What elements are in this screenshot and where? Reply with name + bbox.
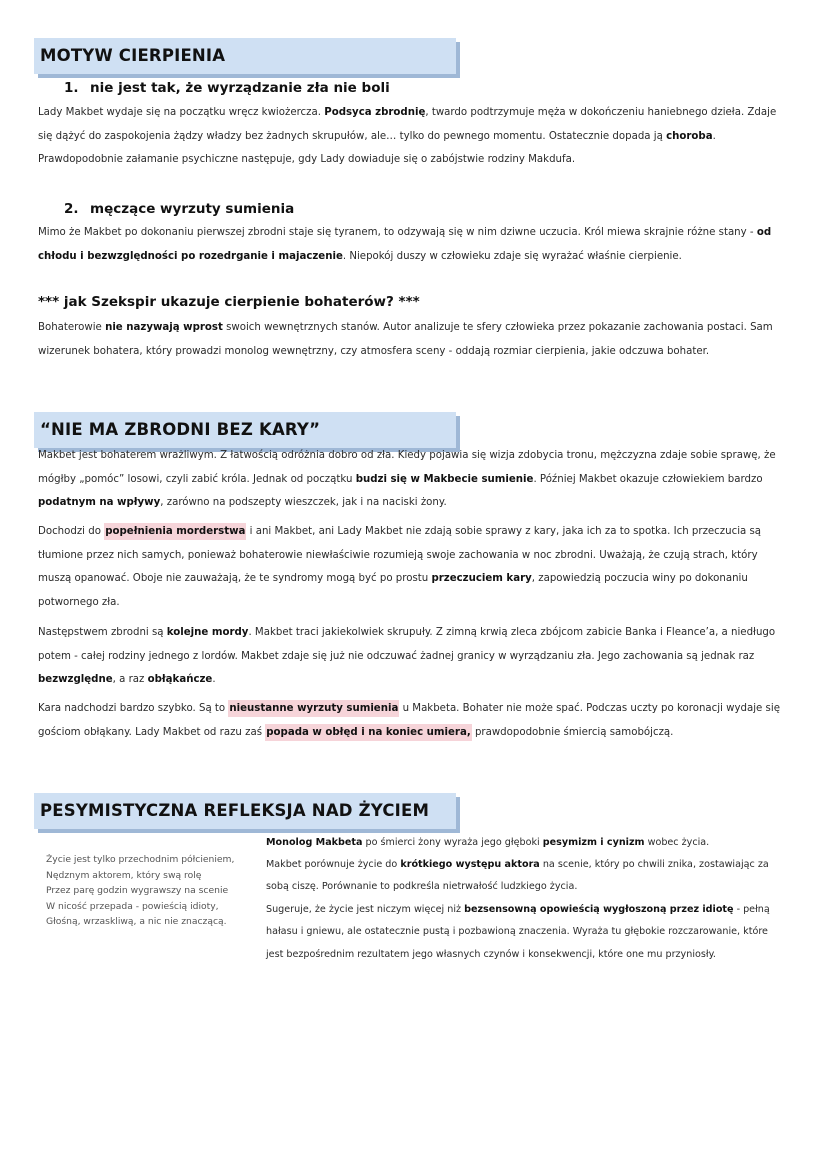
paragraph-morderstwo [38,520,790,614]
text: i ani Makbet, ani Lady Makbet nie zdają sobie sprawy z kary, jaka ich za to spotka. Ich przeczucia są tłumione przez nich samych, ponieważ bohaterowie niewłaściwie rozumieją swoje zachowania w noc zbrodni. Uważają, że czują strach, który muszą opanować. Oboje nie zauważają, że te syndromy mogą być po prostu [38,526,762,584]
highlighted-text: popada w obłęd i na koniec umiera, [265,724,471,741]
bold-text: pesymizm i cynizm [542,837,645,848]
paragraph-lady-makbet [38,101,790,172]
text: prawdopodobnie śmiercią samobójczą. [471,726,674,738]
quote-line: Nędznym aktorem, który swą rolę [46,869,202,881]
text: , a raz [112,674,148,685]
subheading-3 [38,294,420,310]
text: , zapowiedzią poczucia winy po dokonaniu potwornego zła. [38,573,748,608]
text: Kara nadchodzi bardzo szybko. Są to [38,703,229,714]
subheading-2 [64,201,294,217]
paragraph-kara [38,697,790,744]
text: wobec życia. [644,837,710,848]
text: , twardo podtrzymuje męża w dokończeniu haniebnego dzieła. Zdaje się dążyć do zaspokojenia żądzy władzy bez żadnych skrupułów, ale… tylko do pewnego momentu. Ostatecznie dopada ją [38,107,777,142]
quote-line: Przez parę godzin wygrawszy na scenie [46,885,229,896]
paragraph-monolog [266,832,786,854]
bold-text: kolejne mordy [166,627,249,638]
quote-line: W nicość przepada - powieścią idioty, [46,900,219,912]
text: . [212,674,216,685]
section-title-text: MOTYW CIERPIENIA [40,46,226,65]
paragraph-sugeruje [266,899,786,966]
subheading-text: *** jak Szekspir ukazuje cierpienie bohaterów? *** [38,294,420,310]
text: , zarówno na podszepty wieszczek, jak i na naciski żony. [160,497,447,508]
subheading-text: nie jest tak, że wyrządzanie zła nie boli [90,80,390,96]
subheading-number: 1. [64,80,79,96]
text: po śmierci żony wyraża jego głęboki [362,837,543,848]
bold-text: Monolog Makbeta [266,837,363,848]
text: Bohaterowie [38,322,106,333]
bold-text: krótkiego występu aktora [400,859,540,870]
subheading-number: 2. [64,201,79,217]
paragraph-porownanie [266,854,786,899]
text: Mimo że Makbet po dokonaniu pierwszej zbrodni staje się tyranem, to odzywają się w nim dziwne uczucia. Król miewa skrajnie różne stany - [38,227,757,238]
text: na scenie, który po chwili znika, zostawiając za sobą ciszę. Porównanie to podkreśla nietrwałość ludzkiego życia. [266,859,769,893]
bold-text: przeczuciem kary [431,573,532,584]
section-title-pesymistyczna-refleksja [34,793,456,829]
section-title-motyw-cierpienia [34,38,456,74]
bold-text: podatnym na wpływy [38,497,161,508]
section-title-text: PESYMISTYCZNA REFLEKSJA NAD ŻYCIEM [40,801,430,820]
paragraph-szekspir [38,316,790,363]
text: Lady Makbet wydaje się na początku wręcz kwiożercza. [38,107,325,118]
text: . Makbet traci jakiekolwiek skrupuły. Z zimną krwią zleca zbójcom zabicie Banka i Fleance’a, a niedługo potem - całej rodziny jednego z lordów. Makbet zdaje się już nie odczuwać żadnej granicy w wyrządzaniu zła. Jego zachowania są jednak raz [38,627,776,662]
highlighted-text: popełnienia morderstwa [104,523,246,540]
bold-text: bezsensowną opowieścią wygłoszoną przez idiotę [464,904,734,915]
bold-text: nie nazywają wprost [105,322,223,333]
monolog-quote [46,852,246,930]
section-title-nie-ma-zbrodni [34,412,456,448]
text: Dochodzi do [38,526,105,537]
paragraph-kolejne-mordy [38,621,790,692]
quote-line: Głośną, wrzaskliwą, a nic nie znaczącą. [46,916,227,927]
subheading-1 [64,80,390,96]
text: . Później Makbet okazuje człowiekiem bardzo [533,473,763,485]
bold-text: choroba [666,130,713,142]
text: . Niepokój duszy w człowieku zdaje się wyrażać właśnie cierpienie. [342,250,682,262]
quote-line: Życie jest tylko przechodnim półcieniem, [46,854,235,865]
text: - pełną hałasu i gniewu, ale ostatecznie pustą i pozbawioną znaczenia. Wyraża tu głębokie rozczarowanie, które jest bezpośrednim rezultatem jego własnych czynów i konsekwencji, które one mu przyniosły. [266,904,770,960]
bold-text: Podsyca zbrodnię [324,107,426,118]
paragraph-wyrzuty-sumienia [38,221,790,268]
text: . Prawdopodobnie załamanie psychiczne następuje, gdy Lady dowiaduje się o zabójstwie rodziny Makdufa. [38,130,716,165]
bold-text: budzi się w Makbecie sumienie [355,473,534,485]
section-title-text: “NIE MA ZBRODNI BEZ KARY” [40,420,321,439]
highlighted-text: nieustanne wyrzuty sumienia [228,700,399,717]
bold-text: od chłodu i bezwzględności po rozedrganie i majaczenie [38,227,772,262]
text: swoich wewnętrznych stanów. Autor analizuje te sfery człowieka przez pokazanie zachowania postaci. Sam wizerunek bohatera, który prowadzi monolog wewnętrzny, czy atmosfera sceny - oddają rozmiar cierpienia, jakie odczuwa bohater. [38,322,773,357]
text: Sugeruje, że życie jest niczym więcej niż [266,904,465,915]
paragraph-wrazliwy [38,444,790,515]
text: Makbet porównuje życie do [266,859,401,870]
text: Następstwem zbrodni są [38,627,167,638]
text: u Makbeta. Bohater nie może spać. Podczas uczty po koronacji wydaje się gościom obłąkany. Lady Makbet od razu zaś [38,703,780,738]
bold-text: bezwzględne [38,674,113,685]
bold-text: obłąkańcze [147,674,213,685]
text: Makbet jest bohaterem wrażliwym. Z łatwością odróżnia dobro od zła. Kiedy pojawia się wizja zdobycia tronu, mężczyzna zdaje sobie sprawę, że mógłby „pomóc” losowi, czyli zabić króla. Jednak od początku [38,450,776,485]
subheading-text: męczące wyrzuty sumienia [90,201,295,217]
